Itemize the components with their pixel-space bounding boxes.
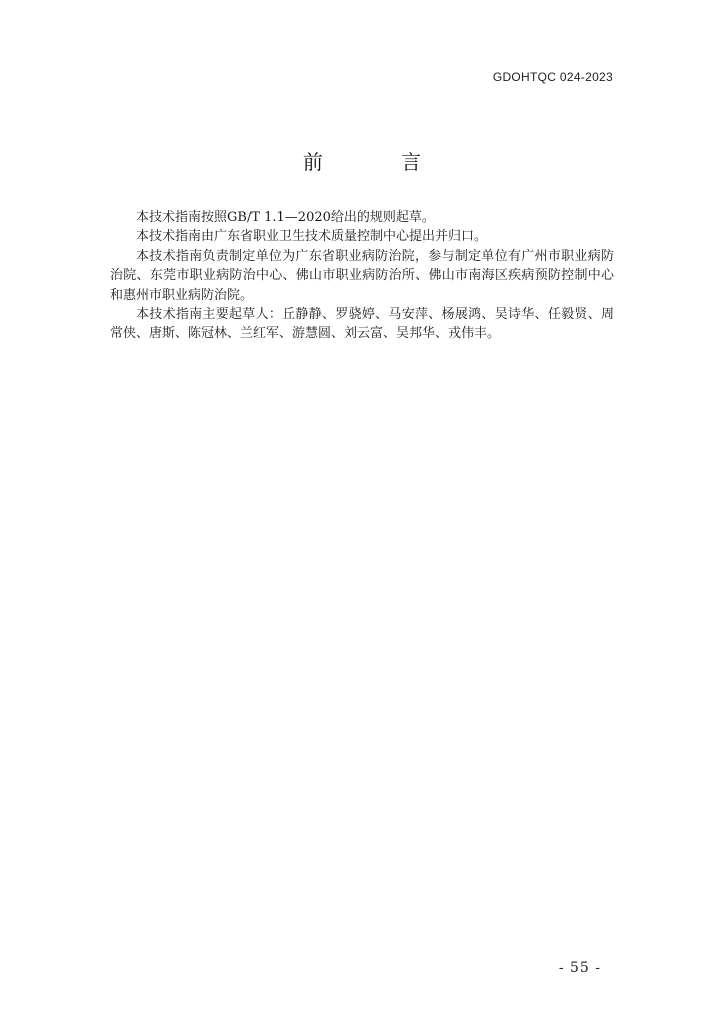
document-code: GDOHTQC 024-2023: [492, 70, 613, 84]
paragraph-drafting-units: 本技术指南负责制定单位为广东省职业病防治院，参与制定单位有广州市职业病防治院、东莞市职业病防治中心、佛山市职业病防治所、佛山市南海区疾病预防控制中心和惠州市职业病防治院。: [110, 248, 614, 303]
preface-body: [110, 208, 614, 344]
page-number: - 55 -: [558, 960, 601, 976]
paragraph-drafters: 本技术指南主要起草人：丘静静、罗骁婷、马安萍、杨展鸿、吴诗华、任毅贤、周常侠、唐斯、陈冠林、兰红军、游慧圆、刘云富、吴邦华、戎伟丰。: [110, 307, 614, 342]
paragraph-proposer: 本技术指南由广东省职业卫生技术质量控制中心提出并归口。: [136, 229, 488, 245]
paragraph-drafting-rules: 本技术指南按照GB/T 1.1—2020给出的规则起草。: [136, 210, 435, 225]
page-title: 前 言: [302, 150, 458, 174]
